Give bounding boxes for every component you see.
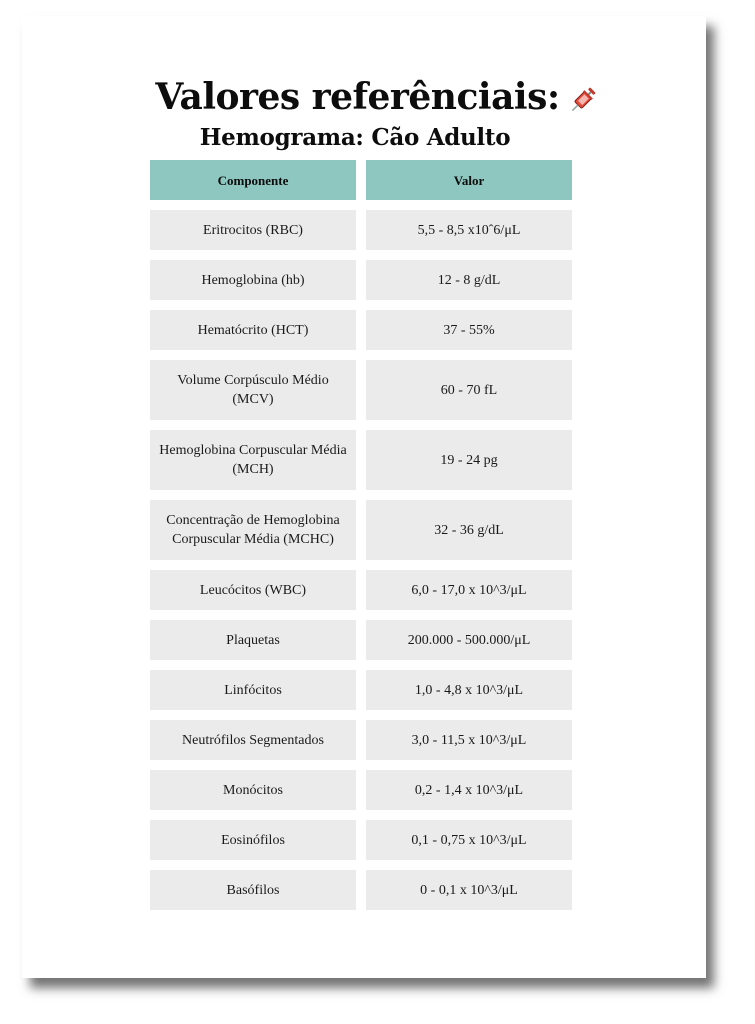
value-cell: 12 - 8 g/dL — [366, 260, 572, 300]
value-cell: 19 - 24 pg — [366, 430, 572, 490]
component-cell: Eosinófilos — [150, 820, 356, 860]
value-cell: 0,2 - 1,4 x 10^3/μL — [366, 770, 572, 810]
value-cell: 5,5 - 8,5 x10ˆ6/μL — [366, 210, 572, 250]
table-row — [150, 720, 572, 760]
table-row — [150, 620, 572, 660]
table-row — [150, 260, 572, 300]
component-cell: Basófilos — [150, 870, 356, 910]
syringe-icon — [566, 83, 600, 117]
component-cell: Neutrófilos Segmentados — [150, 720, 356, 760]
table-row — [150, 360, 572, 420]
header-value: Valor — [366, 160, 572, 200]
value-cell: 37 - 55% — [366, 310, 572, 350]
component-cell: Volume Corpúsculo Médio (MCV) — [150, 360, 356, 420]
title-text: Valores referênciais: — [155, 76, 560, 118]
value-cell: 200.000 - 500.000/μL — [366, 620, 572, 660]
component-cell: Eritrocitos (RBC) — [150, 210, 356, 250]
value-cell: 1,0 - 4,8 x 10^3/μL — [366, 670, 572, 710]
value-cell: 0 - 0,1 x 10^3/μL — [366, 870, 572, 910]
component-cell: Hemoglobina Corpuscular Média (MCH) — [150, 430, 356, 490]
component-cell: Plaquetas — [150, 620, 356, 660]
value-cell: 6,0 - 17,0 x 10^3/μL — [366, 570, 572, 610]
component-cell: Hematócrito (HCT) — [150, 310, 356, 350]
table-row — [150, 570, 572, 610]
value-cell: 32 - 36 g/dL — [366, 500, 572, 560]
table-header-row — [150, 160, 572, 200]
table-row — [150, 770, 572, 810]
reference-values-table — [150, 160, 572, 920]
component-cell: Monócitos — [150, 770, 356, 810]
component-cell: Leucócitos (WBC) — [150, 570, 356, 610]
value-cell: 60 - 70 fL — [366, 360, 572, 420]
page-subtitle: Hemograma: Cão Adulto — [199, 124, 511, 151]
page-title — [0, 76, 755, 118]
value-cell: 0,1 - 0,75 x 10^3/μL — [366, 820, 572, 860]
table-row — [150, 500, 572, 560]
table-row — [150, 310, 572, 350]
table-row — [150, 670, 572, 710]
table-row — [150, 210, 572, 250]
component-cell: Linfócitos — [150, 670, 356, 710]
component-cell: Hemoglobina (hb) — [150, 260, 356, 300]
value-cell: 3,0 - 11,5 x 10^3/μL — [366, 720, 572, 760]
table-row — [150, 870, 572, 910]
table-row — [150, 820, 572, 860]
header-component: Componente — [150, 160, 356, 200]
table-row — [150, 430, 572, 490]
component-cell: Concentração de Hemoglobina Corpuscular Média (MCHC) — [150, 500, 356, 560]
